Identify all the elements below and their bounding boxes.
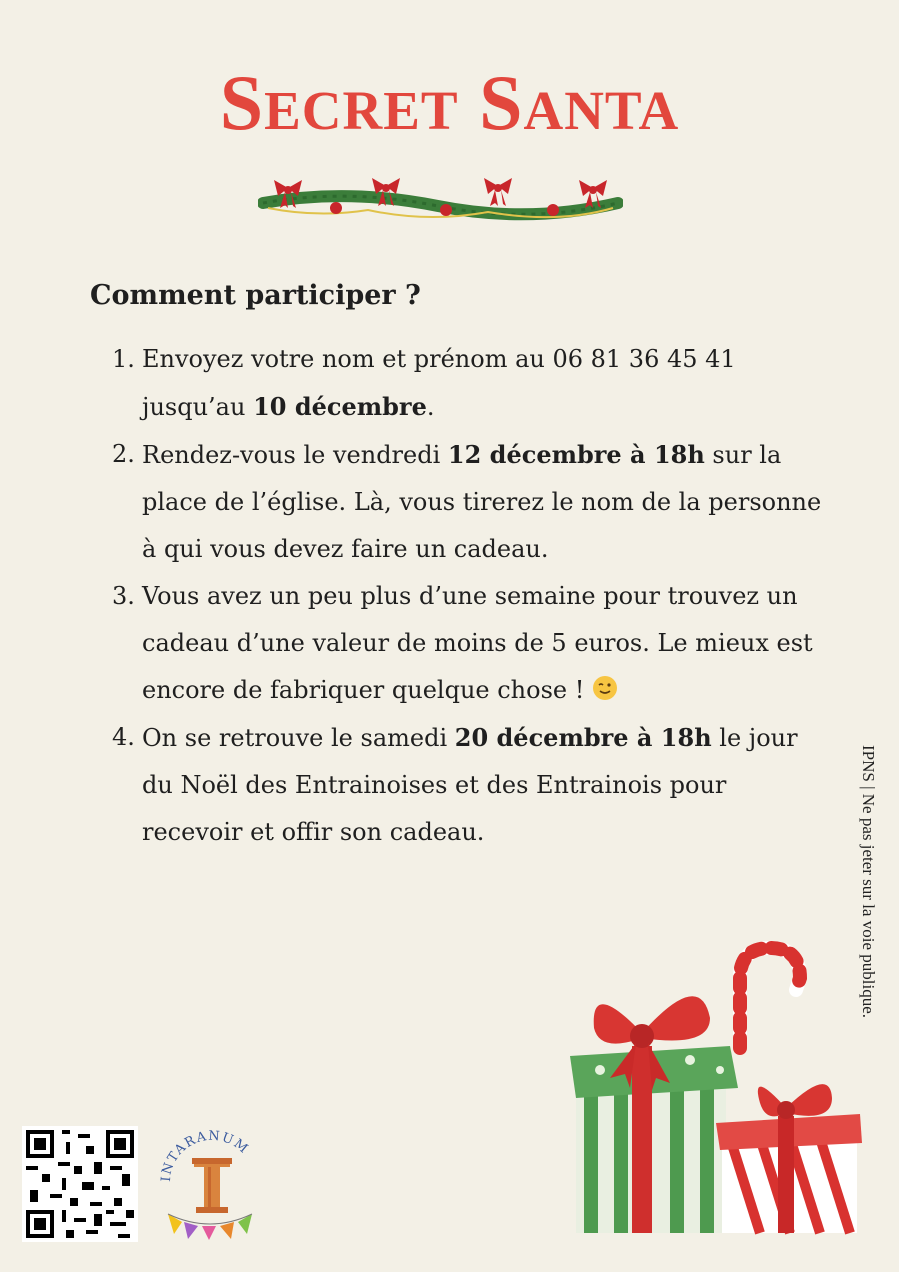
garland-decoration xyxy=(258,168,623,238)
step-item xyxy=(112,336,822,431)
step-text: On se retrouve le samedi 20 décembre à 18h le jour du Noël des Entrainoises et des Entrainois pour recevoir et offir son cadeau. xyxy=(142,723,798,846)
intaranum-logo xyxy=(158,1122,266,1242)
step-number: 1. xyxy=(112,345,135,373)
section-heading: Comment participer ? xyxy=(90,280,421,311)
step-number: 4. xyxy=(112,723,135,751)
page-title: Secret Santa xyxy=(219,59,680,146)
qr-code[interactable] xyxy=(22,1126,138,1242)
step-text: Vous avez un peu plus d’une semaine pour trouvez un cadeau d’une valeur de moins de 5 euros. Le mieux est encore de fabriquer quelque chose ! xyxy=(142,582,813,704)
step-number: 2. xyxy=(112,440,135,468)
steps-list xyxy=(112,336,822,856)
gifts-illustration xyxy=(570,938,865,1238)
highlight-date: 20 décembre à 18h xyxy=(454,723,712,752)
winking-face-icon xyxy=(592,675,618,701)
highlight-date: 12 décembre à 18h xyxy=(447,440,705,469)
highlight-date: 10 décembre xyxy=(253,392,427,421)
svg-text:INTARANUM: INTARANUM xyxy=(158,1128,252,1183)
legal-notice: IPNS | Ne pas jeter sur la voie publique. xyxy=(859,745,878,1018)
step-text: Rendez-vous le vendredi 12 décembre à 18h sur la place de l’église. Là, vous tirerez le nom de la personne à qui vous devez faire un cadeau. xyxy=(142,440,822,563)
step-item xyxy=(112,714,822,856)
step-item xyxy=(112,573,822,714)
step-text: Envoyez votre nom et prénom au 06 81 36 45 41 jusqu’au 10 décembre. xyxy=(142,345,736,421)
step-number: 3. xyxy=(112,582,135,610)
step-item xyxy=(112,431,822,573)
